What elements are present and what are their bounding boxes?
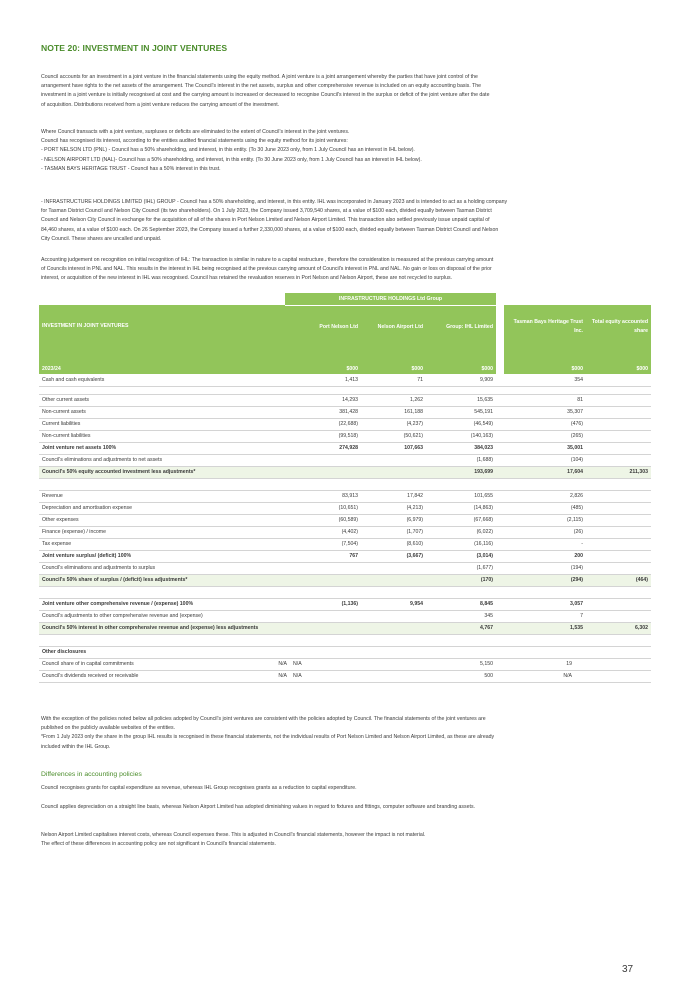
- cell-total-share: [586, 406, 651, 418]
- cell-ihl-group: 15,635: [426, 394, 496, 406]
- cell-heritage-trust: (2,115): [504, 514, 586, 526]
- cell-nelson-airport: [361, 454, 426, 466]
- table-row: [39, 550, 651, 562]
- page-number: 37: [622, 964, 634, 975]
- row-label: Council's 50% equity accounted investment less adjustments*: [39, 466, 285, 478]
- cell-gap: [496, 562, 504, 574]
- cell-gap: [496, 502, 504, 514]
- table-row: [39, 490, 651, 502]
- other-disclosures-label: Other disclosures: [39, 646, 285, 658]
- cell-heritage-trust: 35,001: [504, 442, 586, 454]
- text-line: 84,460 shares, at a value of $100 each. On 26 September 2023, the Company issued a further 2,330,000 shares, at a value of $100 each, divided equally between Tasman District Council and Nelson: [41, 226, 499, 233]
- table-row: [39, 442, 651, 454]
- table-row: [39, 466, 651, 478]
- row-label: Council's eliminations and adjustments to net assets: [39, 454, 285, 466]
- row-spacer: [39, 478, 651, 490]
- text-line: Council accounts for an investment in a joint venture in the financial statements using the equity method. A joint venture is a joint arrangement whereby the parties that have joint control of the: [41, 74, 478, 80]
- cell-heritage-trust: (26): [504, 526, 586, 538]
- cell-nelson-airport: (50,621): [361, 430, 426, 442]
- cell-port-nelson: 14,293: [285, 394, 361, 406]
- cell-ihl-group: (67,668): [426, 514, 496, 526]
- cell-gap: [496, 598, 504, 610]
- cell-ihl-group: (170): [426, 574, 496, 586]
- cell-port-nelson: (10,651): [285, 502, 361, 514]
- na-value: N/A: [278, 661, 287, 667]
- cell-total-share: [586, 526, 651, 538]
- empty-cell: [426, 646, 496, 658]
- cell-nelson-airport: 1,262: [361, 394, 426, 406]
- text-line: - INFRASTRUCTURE HOLDINGS LIMITED (IHL) GROUP - Council has a 50% shareholding, and interest, in this entity. IHL was incorporated in January 2023 and is intended to act as a holding company: [41, 199, 508, 205]
- cell-nelson-airport: 9,954: [361, 598, 426, 610]
- text-line: - PORT NELSON LTD (PNL) - Council has a 50% shareholding, and interest, in this entity. (To 30 June 2023 only, from 1 July Council has an interest in IHL below).: [41, 147, 415, 154]
- text-line: Where Council transacts with a joint venture, surpluses or deficits are eliminated to the extent of Council's interest in the joint ventures.: [41, 129, 350, 135]
- row-label: Joint venture other comprehensive revenue / (expense) 100%: [39, 598, 285, 610]
- cell-gap: [496, 442, 504, 454]
- row-label: Depreciation and amortisation expense: [39, 502, 285, 514]
- cell-gap: [496, 526, 504, 538]
- difference-grants: Council recognises grants for capital expenditure as revenue, whereas IHL Group recognises grants as a reduction to capital expenditure.: [41, 785, 357, 791]
- cell-port-nelson: (22,688): [285, 418, 361, 430]
- cell-total-share: [586, 610, 651, 622]
- differences-heading: Differences in accounting policies: [41, 771, 142, 778]
- table-row: [39, 526, 651, 538]
- cell-port-nelson: (60,589): [285, 514, 361, 526]
- cell-heritage-trust: 3,057: [504, 598, 586, 610]
- cell-total-share: [586, 394, 651, 406]
- row-label-text: Council's dividends received or receivable: [42, 673, 139, 679]
- row-label: Joint venture surplus/ (deficit) 100%: [39, 550, 285, 562]
- cell-ihl-group: 5,150: [426, 658, 496, 670]
- table-row: [39, 610, 651, 622]
- cell-heritage-trust: 7: [504, 610, 586, 622]
- cell-nelson-airport: 161,188: [361, 406, 426, 418]
- column-header: Nelson Airport Ltd: [361, 305, 426, 363]
- cell-ihl-group: (16,116): [426, 538, 496, 550]
- table-row: [39, 562, 651, 574]
- cell-heritage-trust: (265): [504, 430, 586, 442]
- row-label: [39, 670, 285, 682]
- text-line: Council and Nelson City Council in exchange for the acquisition of all of the shares in Port Nelson Limited and Nelson Airport Limited. This transaction also settled previously issue unpaid capital of: [41, 217, 490, 224]
- na-value: N/A: [285, 658, 361, 670]
- cell-gap: [496, 658, 504, 670]
- text-line: - NELSON AIRPORT LTD (NAL)- Council has a 50% shareholding, and interest, in this entity. (To 30 June 2023 only, from 1 July Council has an interest in IHL below).: [41, 156, 422, 163]
- unit-label: $000: [586, 363, 651, 374]
- table-row: [39, 658, 651, 670]
- cell-nelson-airport: [361, 574, 426, 586]
- cell-port-nelson: [285, 562, 361, 574]
- cell-gap: [496, 610, 504, 622]
- cell-heritage-trust: (104): [504, 454, 586, 466]
- text-line: arrangement have rights to the net assets of the arrangement. The Council's interest in the net assets, surplus and other comprehensive revenue is included on an equity accounting basis. The: [41, 83, 481, 90]
- row-label: Council's adjustments to other comprehensive revenue and (expense): [39, 610, 285, 622]
- cell-ihl-group: (14,863): [426, 502, 496, 514]
- column-header-row: [39, 305, 651, 363]
- cell-nelson-airport: (6,979): [361, 514, 426, 526]
- cell-port-nelson: 274,928: [285, 442, 361, 454]
- cell-nelson-airport: (4,213): [361, 502, 426, 514]
- text-line: interest, or acquisition of the new interest in IHL was recognised. Council has retained the revaluation reserves in Port Nelson and Nelson Airport, these are not recycled to surplus.: [41, 275, 452, 282]
- cell-nelson-airport: 71: [361, 374, 426, 386]
- empty-cell: [586, 646, 651, 658]
- table-row: [39, 670, 651, 682]
- cell-ihl-group: 545,191: [426, 406, 496, 418]
- cell-ihl-group: 8,845: [426, 598, 496, 610]
- unit-label: $000: [426, 363, 496, 374]
- cell-total-share: 211,303: [586, 466, 651, 478]
- ihl-paragraph: [41, 198, 648, 244]
- unit-label: $000: [361, 363, 426, 374]
- investment-table: [39, 293, 651, 683]
- cell-gap: [496, 670, 504, 682]
- cell-total-share: [586, 598, 651, 610]
- row-label: Current liabilities: [39, 418, 285, 430]
- cell-nelson-airport: [361, 610, 426, 622]
- empty-cell: [586, 658, 651, 670]
- na-value: N/A: [278, 673, 287, 679]
- cell-gap: [496, 418, 504, 430]
- row-label: Tax expense: [39, 538, 285, 550]
- row-label: Joint venture net assets 100%: [39, 442, 285, 454]
- cell-heritage-trust: -: [504, 538, 586, 550]
- cell-ihl-group: (1,688): [426, 454, 496, 466]
- cell-total-share: [586, 442, 651, 454]
- year-label: 2023/24: [39, 363, 285, 374]
- column-header: Port Nelson Ltd: [285, 305, 361, 363]
- year-row: [39, 363, 651, 374]
- cell-ihl-group: 9,909: [426, 374, 496, 386]
- table-row: [39, 622, 651, 634]
- row-label: Council's 50% interest in other comprehensive revenue and (expense) less adjustments: [39, 622, 285, 634]
- cell-total-share: [586, 454, 651, 466]
- difference-interest: [41, 831, 648, 849]
- cell-ihl-group: 4,767: [426, 622, 496, 634]
- cell-gap: [496, 394, 504, 406]
- table-row: [39, 418, 651, 430]
- cell-ihl-group: 345: [426, 610, 496, 622]
- cell-total-share: [586, 502, 651, 514]
- cell-port-nelson: [285, 466, 361, 478]
- table-row: [39, 538, 651, 550]
- cell-ihl-group: 384,023: [426, 442, 496, 454]
- cell-port-nelson: [285, 454, 361, 466]
- text-line: Council has recognised its interest, according to the entities audited financial statements using the equity method for its joint ventures:: [41, 138, 348, 145]
- table-row: [39, 574, 651, 586]
- text-line: of acquisition. Distributions received from a joint venture reduces the carrying amount of the investment.: [41, 101, 280, 108]
- table-row: [39, 514, 651, 526]
- cell-total-share: [586, 538, 651, 550]
- cell-ihl-group: 101,655: [426, 490, 496, 502]
- cell-total-share: [586, 562, 651, 574]
- cell-nelson-airport: [361, 466, 426, 478]
- cell-gap: [496, 430, 504, 442]
- cell-heritage-trust: (485): [504, 502, 586, 514]
- cell-heritage-trust: 19: [504, 658, 586, 670]
- unit-label: $000: [285, 363, 361, 374]
- cell-heritage-trust: (476): [504, 418, 586, 430]
- cell-total-share: [586, 418, 651, 430]
- empty-cell: [496, 646, 504, 658]
- cell-nelson-airport: (4,237): [361, 418, 426, 430]
- text-line: *From 1 July 2023 only the share in the group IHL results is recognised in these financial statements, not the individual results of Port Nelson Limited and Nelson Airport Limited, as these are already: [41, 734, 495, 741]
- cell-port-nelson: 83,913: [285, 490, 361, 502]
- cell-ihl-group: 193,699: [426, 466, 496, 478]
- cell-gap: [496, 454, 504, 466]
- cell-gap: [496, 514, 504, 526]
- table-row: [39, 406, 651, 418]
- empty-cell: [285, 646, 361, 658]
- policy-footnote: [41, 715, 648, 752]
- cell-nelson-airport: (3,667): [361, 550, 426, 562]
- row-label: Other expenses: [39, 514, 285, 526]
- column-header: Tasman Bays Heritage Trust Inc.: [504, 305, 586, 363]
- text-line: - TASMAN BAYS HERITAGE TRUST - Council has a 50% interest in this trust.: [41, 165, 221, 172]
- row-label: Non-current assets: [39, 406, 285, 418]
- cell-nelson-airport: (8,610): [361, 538, 426, 550]
- cell-port-nelson: [285, 622, 361, 634]
- row-label: Cash and cash equivalents: [39, 374, 285, 386]
- cell-port-nelson: (7,504): [285, 538, 361, 550]
- cell-port-nelson: (4,402): [285, 526, 361, 538]
- na-value: N/A: [285, 670, 361, 682]
- cell-port-nelson: [285, 610, 361, 622]
- table-row: [39, 502, 651, 514]
- empty-cell: [504, 646, 586, 658]
- row-label: Revenue: [39, 490, 285, 502]
- intro-paragraph: [41, 73, 648, 110]
- cell-heritage-trust: 81: [504, 394, 586, 406]
- table-row: [39, 598, 651, 610]
- text-line: of Councils interest in PNL and NAL. This results in the interest in IHL being recognised at the previous carrying amount of Council's interest in PNL and NAL. No gain or loss on disposal of the prior: [41, 266, 492, 273]
- text-line: for Tasman District Council and Nelson City Council (its two shareholders). On 1 July 2023, the Company issued 3,709,540 shares, at a value of $100 each, divided equally between Tasman District: [41, 208, 492, 215]
- cell-ihl-group: (1,677): [426, 562, 496, 574]
- row-label: Non-current liabilities: [39, 430, 285, 442]
- cell-heritage-trust: N/A: [504, 670, 586, 682]
- table-title: INVESTMENT IN JOINT VENTURES: [39, 305, 285, 363]
- cell-port-nelson: (1,136): [285, 598, 361, 610]
- text-line: included within the IHL Group.: [41, 743, 111, 750]
- cell-port-nelson: [285, 574, 361, 586]
- cell-gap: [496, 622, 504, 634]
- row-spacer: [39, 634, 651, 646]
- row-spacer: [39, 586, 651, 598]
- cell-heritage-trust: (194): [504, 562, 586, 574]
- row-label: Finance (expense) / income: [39, 526, 285, 538]
- row-label: Council's 50% share of surplus / (deficit) less adjustments*: [39, 574, 285, 586]
- cell-total-share: [586, 490, 651, 502]
- cell-nelson-airport: [361, 562, 426, 574]
- cell-gap: [496, 574, 504, 586]
- cell-ihl-group: (140,163): [426, 430, 496, 442]
- cell-total-share: [586, 550, 651, 562]
- row-spacer: [39, 386, 651, 394]
- text-line: City Council. These shares are uncalled and unpaid.: [41, 235, 162, 242]
- cell-ihl-group: (6,022): [426, 526, 496, 538]
- cell-gap: [496, 466, 504, 478]
- cell-nelson-airport: [361, 622, 426, 634]
- cell-gap: [496, 490, 504, 502]
- cell-heritage-trust: 35,307: [504, 406, 586, 418]
- cell-total-share: [586, 374, 651, 386]
- table-row: [39, 394, 651, 406]
- table-row: [39, 430, 651, 442]
- table-row: [39, 454, 651, 466]
- cell-total-share: (464): [586, 574, 651, 586]
- other-disclosures-row: [39, 646, 651, 658]
- cell-total-share: 6,302: [586, 622, 651, 634]
- page-title: NOTE 20: INVESTMENT IN JOINT VENTURES: [41, 43, 228, 53]
- row-label: [39, 658, 285, 670]
- cell-total-share: [586, 514, 651, 526]
- empty-cell: [586, 670, 651, 682]
- row-label-text: Council share of in capital commitments: [42, 661, 134, 667]
- text-line: published on the publicly available websites of the entities.: [41, 725, 176, 732]
- text-line: investment in a joint venture is initially recognised at cost and the carrying amount is increased or decreased to recognise Council's interest in the surplus or deficit of the joint venture after the date: [41, 92, 490, 99]
- cell-heritage-trust: 2,826: [504, 490, 586, 502]
- cell-ihl-group: (3,014): [426, 550, 496, 562]
- group-header-row: [39, 293, 651, 305]
- cell-heritage-trust: 200: [504, 550, 586, 562]
- row-label: Council's eliminations and adjustments to surplus: [39, 562, 285, 574]
- cell-gap: [496, 538, 504, 550]
- row-label: Other current assets: [39, 394, 285, 406]
- cell-ihl-group: (46,549): [426, 418, 496, 430]
- judgement-paragraph: [41, 256, 648, 284]
- empty-cell: [361, 658, 426, 670]
- difference-depreciation: Council applies depreciation on a straight line basis, whereas Nelson Airport Limited has adopted diminishing values in regard to fixtures and fittings, computer software and branding assets.: [41, 804, 475, 810]
- cell-heritage-trust: 1,535: [504, 622, 586, 634]
- cell-port-nelson: 381,428: [285, 406, 361, 418]
- cell-gap: [496, 550, 504, 562]
- cell-port-nelson: 767: [285, 550, 361, 562]
- cell-nelson-airport: (1,707): [361, 526, 426, 538]
- empty-cell: [361, 646, 426, 658]
- cell-port-nelson: 1,413: [285, 374, 361, 386]
- group-header: INFRASTRUCTURE HOLDINGS Ltd Group: [285, 293, 496, 305]
- cell-gap: [496, 406, 504, 418]
- unit-label: $000: [504, 363, 586, 374]
- empty-cell: [361, 670, 426, 682]
- cell-nelson-airport: 17,842: [361, 490, 426, 502]
- cell-port-nelson: (99,518): [285, 430, 361, 442]
- joint-venture-list: [41, 128, 648, 174]
- cell-nelson-airport: 107,663: [361, 442, 426, 454]
- text-line: Nelson Airport Limited capitalises interest costs, whereas Council expenses these. This is adjusted in Council's financial statements, however the impact is not material.: [41, 832, 426, 838]
- cell-heritage-trust: (294): [504, 574, 586, 586]
- cell-total-share: [586, 430, 651, 442]
- text-line: With the exception of the policies noted below all policies adopted by Council's joint ventures are consistent with the policies adopted by Council. The financial statements of the joint ventures are: [41, 716, 486, 722]
- column-header: Group: IHL Limited: [426, 305, 496, 363]
- text-line: The effect of these differences in accounting policy are not significant in Council's financial statements.: [41, 841, 276, 848]
- cell-heritage-trust: 354: [504, 374, 586, 386]
- table-row: [39, 374, 651, 386]
- text-line: Accounting judgement on recognition on initial recognition of IHL: The transaction is similar in nature to a capital restructure , therefore the consideration is measured at the previous carrying amount: [41, 257, 494, 263]
- cell-heritage-trust: 17,604: [504, 466, 586, 478]
- cell-ihl-group: 500: [426, 670, 496, 682]
- cell-gap: [496, 374, 504, 386]
- column-header: Total equity accounted share: [586, 305, 651, 363]
